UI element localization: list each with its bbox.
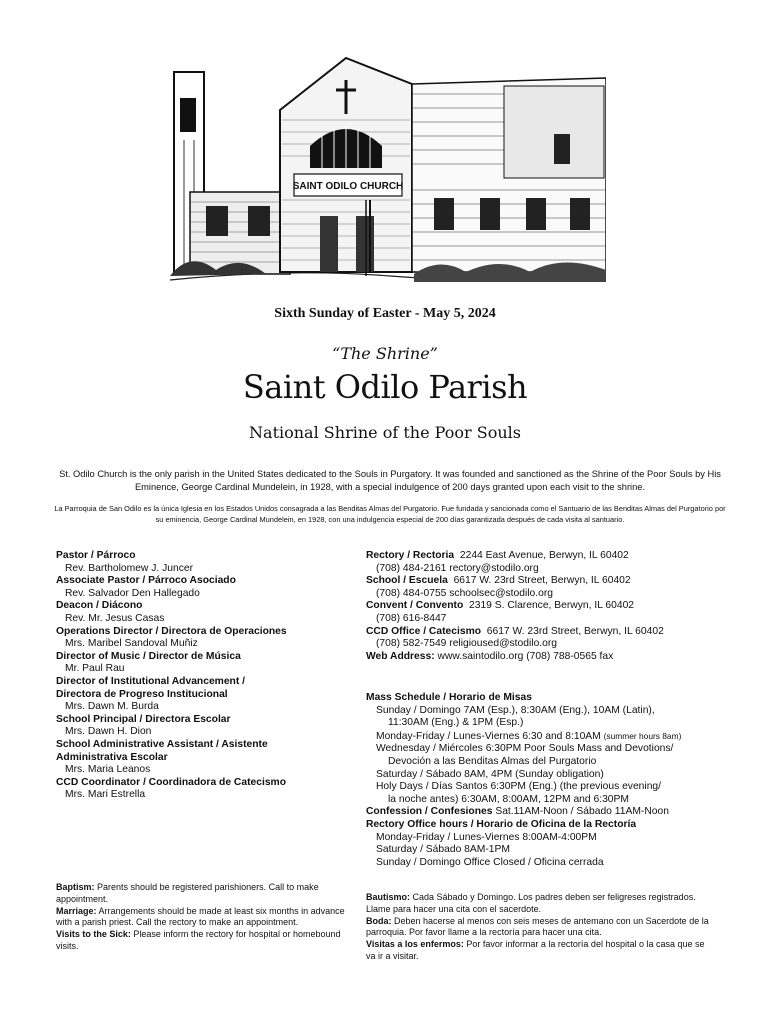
confession-label: Confession / Confesiones: [366, 806, 493, 818]
staff-name: Mrs. Maria Leanos: [65, 764, 151, 776]
church-illustration: [170, 50, 606, 296]
web-address[interactable]: www.saintodilo.org (708) 788-0565 fax: [437, 650, 614, 662]
mass-saturday: Saturday / Sábado 8AM, 4PM (Sunday obligation): [376, 768, 604, 780]
sacrament-notes-english: [56, 882, 346, 953]
contact-address: 2244 East Avenue, Berwyn, IL 60402: [459, 550, 629, 561]
contact-label: CCD Office / Catecismo: [366, 625, 482, 637]
mass-weekday-note: (summer hours 8am): [603, 730, 682, 741]
intro-english: St. Odilo Church is the only parish in the United States dedicated to the Souls in Purgatory. It was founded and sanctioned as the Shrine of the Poor Souls by His Eminence, George Cardinal Mundelein, in 1928, with a special indulgence of 200 days granted upon each visit to the shrine.: [59, 469, 721, 492]
staff-name: Mrs. Mari Estrella: [65, 789, 146, 801]
national-shrine-subtitle: National Shrine of the Poor Souls: [249, 423, 521, 442]
baptism-label: Baptism:: [56, 882, 95, 892]
office-hours-weekday: Monday-Friday / Lunes-Viernes 8:00AM-4:00PM: [376, 831, 597, 843]
office-hours-sunday: Sunday / Domingo Office Closed / Oficina cerrada: [376, 856, 604, 868]
staff-list: [56, 550, 356, 802]
staff-role: School Administrative Assistant / Asistente: [56, 738, 268, 750]
sacrament-notes-spanish: [366, 892, 716, 963]
staff-name: Rev. Salvador Den Hallegado: [65, 587, 200, 599]
staff-name: Rev. Bartholomew J. Juncer: [65, 562, 193, 574]
staff-role: Pastor / Párroco: [56, 550, 136, 561]
staff-name: Mr. Paul Rau: [65, 663, 125, 675]
confession-times: Sat.11AM-Noon / Sábado 11AM-Noon: [495, 806, 669, 818]
staff-name: Rev. Mr. Jesus Casas: [65, 612, 165, 624]
contact-phone: (708) 484-0755 schoolsec@stodilo.org: [376, 587, 554, 599]
contact-phone: (708) 484-2161 rectory@stodilo.org: [376, 562, 539, 574]
staff-role-cont: Directora de Progreso Institucional: [56, 688, 228, 700]
contact-label: School / Escuela: [366, 575, 448, 587]
mass-heading: Mass Schedule / Horario de Misas: [366, 692, 532, 703]
staff-role: Deacon / Diácono: [56, 600, 143, 612]
bulletin-date: Sixth Sunday of Easter - May 5, 2024: [274, 306, 496, 321]
mass-holy-days-cont: la noche antes) 6:30AM, 8:00AM, 12PM and 6:30PM: [388, 793, 629, 805]
sick-visits-note: Please inform the rectory for hospital or homebound visits.: [56, 929, 341, 951]
visitas-note: Por favor informar a la rectoría del hospital o la casa que se va ir a visitar.: [366, 939, 705, 961]
staff-name: Mrs. Dawn H. Dion: [65, 726, 152, 738]
baptism-note: Parents should be registered parishioners. Call to make appointment.: [56, 882, 319, 904]
contact-label: Convent / Convento: [366, 600, 464, 612]
staff-role-cont: Administrativa Escolar: [56, 751, 168, 763]
staff-role: Director of Institutional Advancement /: [56, 675, 245, 687]
staff-role: Operations Director / Directora de Operaciones: [56, 625, 287, 637]
mass-wednesday-cont: Devoción a las Benditas Almas del Purgatorio: [388, 755, 597, 767]
church-sign: SAINT ODILO CHURCH: [292, 181, 404, 192]
staff-name: Mrs. Maribel Sandoval Muñiz: [65, 638, 198, 650]
mass-wednesday: Wednesday / Miércoles 6:30PM Poor Souls Mass and Devotions/: [376, 743, 674, 755]
staff-role: School Principal / Directora Escolar: [56, 713, 231, 725]
mass-weekday: Monday-Friday / Lunes-Viernes 6:30 and 8:10AM: [376, 730, 601, 742]
mass-sunday-cont: 11:30AM (Eng.) & 1PM (Esp.): [388, 717, 524, 729]
marriage-note: Arrangements should be made at least six months in advance with a parish priest. Call the rectory to make an appointment.: [56, 905, 345, 928]
contact-address: 2319 S. Clarence, Berwyn, IL 60402: [468, 600, 635, 612]
staff-role: CCD Coordinator / Coordinadora de Catecismo: [56, 776, 286, 788]
staff-name: Mrs. Dawn M. Burda: [65, 701, 159, 713]
mass-sunday: Sunday / Domingo 7AM (Esp.), 8:30AM (Eng.), 10AM (Latin),: [376, 704, 655, 716]
contact-address: 6617 W. 23rd Street, Berwyn, IL 60402: [486, 625, 664, 637]
office-hours-heading: Rectory Office hours / Horario de Oficina de la Rectoría: [366, 818, 637, 830]
bautismo-note: Cada Sábado y Domingo. Los padres deben ser feligreses registrados. Llame para hacer una cita con el sacerdote.: [366, 892, 696, 914]
contact-label: Rectory / Rectoria: [366, 550, 455, 561]
mass-schedule: [366, 692, 746, 869]
visitas-label: Visitas a los enfermos:: [366, 939, 464, 950]
web-label: Web Address:: [366, 650, 435, 662]
mass-holy-days: Holy Days / Días Santos 6:30PM (Eng.) (the previous evening/: [376, 781, 662, 793]
contact-phone: (708) 582-7549 religioused@stodilo.org: [376, 638, 558, 650]
intro-spanish: La Parroquia de San Odilo es la única Iglesia en los Estados Unidos consagrada a las Benditas Almas del Purgatorio. Fue fundada y sancionada como el Santuario de las Benditas Almas del Purgatorio por su eminencia, George Cardinal Mundelein, en 1928, con una indulgencia especial de 200 días garantizada después de cada visita al santuario.: [54, 504, 726, 524]
marriage-label: Marriage:: [56, 905, 97, 916]
staff-role: Director of Music / Director de Música: [56, 650, 241, 662]
boda-note: Deben hacerse al menos con seis meses de antemano con un Sacerdote de la parroquia. Por favor llame a la rectoría para hacer una cita.: [366, 915, 709, 938]
boda-label: Boda:: [366, 915, 392, 926]
contact-list: [366, 550, 736, 663]
contact-address: 6617 W. 23rd Street, Berwyn, IL 60402: [453, 575, 631, 587]
office-hours-saturday: Saturday / Sábado 8AM-1PM: [376, 844, 510, 856]
contact-phone: (708) 616-8447: [376, 612, 447, 624]
bautismo-label: Bautismo:: [366, 892, 411, 902]
sick-visits-label: Visits to the Sick:: [56, 929, 131, 940]
shrine-subtitle: “The Shrine”: [332, 344, 438, 363]
staff-role: Associate Pastor / Párroco Asociado: [56, 575, 236, 587]
parish-title: Saint Odilo Parish: [242, 368, 528, 406]
